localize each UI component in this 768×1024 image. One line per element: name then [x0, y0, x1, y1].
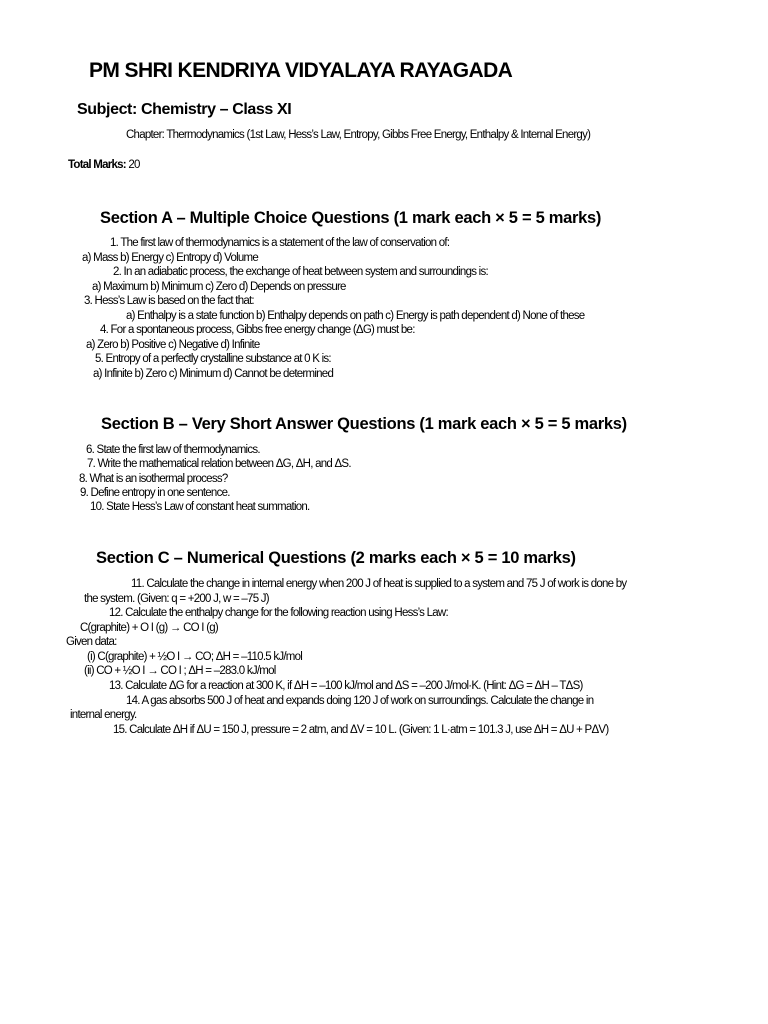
total-marks-label: Total Marks:	[68, 159, 126, 171]
question-line: 14. A gas absorbs 500 J of heat and expands doing 120 J of work on surroundings. Calculate the change in	[126, 695, 594, 707]
question-line: 5. Entropy of a perfectly crystalline substance at 0 K is:	[95, 353, 331, 365]
question-line: 7. Write the mathematical relation between ΔG, ΔH, and ΔS.	[87, 458, 351, 470]
options-line: a) Maximum b) Minimum c) Zero d) Depends on pressure	[92, 281, 346, 293]
options-line: a) Infinite b) Zero c) Minimum d) Cannot be determined	[93, 368, 334, 380]
subject-heading: Subject: Chemistry – Class XI	[77, 101, 292, 118]
school-title: PM SHRI KENDRIYA VIDYALAYA RAYAGADA	[89, 59, 513, 82]
question-line: 13. Calculate ΔG for a reaction at 300 K, if ΔH = –100 kJ/mol and ΔS = –200 J/mol·K. (Hint: ΔG = ΔH – TΔS)	[109, 680, 583, 692]
section-b-title: Section B – Very Short Answer Questions (1 mark each × 5 = 5 marks)	[101, 415, 627, 433]
options-line: a) Enthalpy is a state function b) Enthalpy depends on path c) Energy is path dependent d) None of these	[126, 310, 585, 322]
reaction-line: C(graphite) + O I (g) → CO I (g)	[80, 622, 218, 634]
question-line: 11. Calculate the change in internal energy when 200 J of heat is supplied to a system and 75 J of work is done by	[131, 578, 627, 590]
question-line: 10. State Hess’s Law of constant heat summation.	[90, 501, 310, 513]
question-line: 15. Calculate ΔH if ΔU = 150 J, pressure = 2 atm, and ΔV = 10 L. (Given: 1 L·atm = 101.3 J, use ΔH = ΔU + PΔV)	[113, 724, 609, 736]
question-line: 8. What is an isothermal process?	[79, 473, 228, 485]
total-marks	[68, 158, 140, 173]
total-marks-value: 20	[125, 159, 140, 171]
question-line: 9. Define entropy in one sentence.	[80, 487, 230, 499]
question-line: the system. (Given: q = +200 J, w = –75 J)	[84, 593, 269, 605]
reaction-line: (ii) CO + ½O I → CO I ; ΔH = –283.0 kJ/mol	[84, 665, 276, 677]
section-c-title: Section C – Numerical Questions (2 marks each × 5 = 10 marks)	[96, 549, 576, 567]
question-line: 4. For a spontaneous process, Gibbs free energy change (ΔG) must be:	[100, 324, 415, 336]
question-line: 2. In an adiabatic process, the exchange of heat between system and surroundings is:	[113, 266, 488, 278]
options-line: a) Mass b) Energy c) Entropy d) Volume	[82, 252, 259, 264]
options-line: a) Zero b) Positive c) Negative d) Infinite	[86, 339, 260, 351]
question-line: internal energy.	[70, 709, 137, 721]
chapter-line: Chapter: Thermodynamics (1st Law, Hess’s Law, Entropy, Gibbs Free Energy, Enthalpy & Internal Energy)	[126, 129, 591, 141]
question-line: 12. Calculate the enthalpy change for the following reaction using Hess’s Law:	[109, 607, 448, 619]
given-data-label: Given data:	[66, 636, 117, 648]
reaction-line: (i) C(graphite) + ½O I → CO; ΔH = –110.5 kJ/mol	[87, 651, 303, 663]
section-a-title: Section A – Multiple Choice Questions (1 mark each × 5 = 5 marks)	[100, 209, 602, 227]
question-line: 3. Hess’s Law is based on the fact that:	[84, 295, 254, 307]
question-line: 6. State the first law of thermodynamics.	[86, 444, 260, 456]
question-line: 1. The first law of thermodynamics is a statement of the law of conservation of:	[110, 237, 450, 249]
